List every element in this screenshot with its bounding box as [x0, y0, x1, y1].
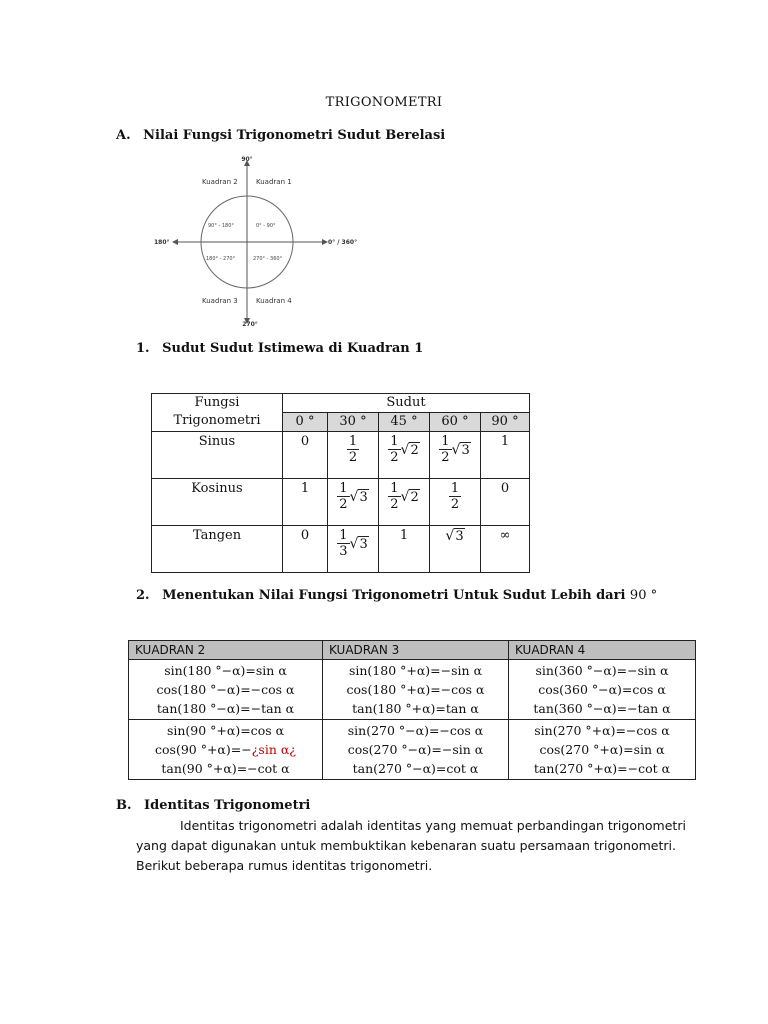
table-cell — [283, 479, 328, 526]
quadrant-3-range: 180° - 270° — [206, 256, 236, 262]
k4-group-1 — [509, 660, 696, 720]
axis-label-270: 270° — [242, 321, 258, 328]
math-value: $\frac{1}{2}$ √2 — [390, 481, 419, 512]
axis-label-180: 180° — [154, 239, 170, 246]
formula: sin(90 °+α)=cos α — [166, 723, 285, 738]
quadrant-diagram — [150, 152, 370, 332]
quadrant-4-label: Kuadran 4 — [256, 297, 292, 305]
quadrant-2-label: Kuadran 2 — [202, 178, 238, 186]
section-a-title: Nilai Fungsi Trigonometri Sudut Berelasi — [143, 128, 446, 143]
row-label: Sinus — [152, 432, 283, 479]
formula-left: cos(90 °+α)=− — [155, 742, 252, 757]
formula: cos(180 °+α)=−cos α — [346, 682, 485, 697]
table-cell — [328, 526, 379, 573]
k2-group-1 — [129, 660, 323, 720]
subsection-2-title: Menentukan Nilai Fungsi Trigonometri Untuk Sudut Lebih dari — [162, 588, 626, 603]
quadrant-2-header: KUADRAN 2 — [129, 641, 323, 660]
table-row — [152, 432, 530, 479]
angle-header: 30 ° — [328, 413, 379, 432]
formula — [135, 740, 316, 759]
section-a-heading — [116, 128, 445, 143]
table-cell — [283, 526, 328, 573]
paragraph-line: Berikut beberapa rumus identitas trigonometri. — [136, 858, 433, 873]
math-value: 0 — [300, 528, 310, 543]
paragraph-line: yang dapat digunakan untuk membuktikan kebenaran suatu persamaan trigonometri. — [136, 838, 676, 853]
table-cell — [283, 432, 328, 479]
table-cell — [379, 526, 430, 573]
special-angles-body — [152, 432, 530, 573]
section-b-title: Identitas Trigonometri — [144, 798, 311, 813]
formula: cos(270 °−α)=−sin α — [347, 742, 484, 757]
quadrant-4-range: 270° - 360° — [253, 256, 283, 262]
math-value: $\frac{1}{2}$ √2 — [390, 434, 419, 465]
formula: tan(180 °+α)=tan α — [352, 701, 479, 716]
formula: cos(180 °−α)=−cos α — [156, 682, 295, 697]
k3-group-1 — [323, 660, 509, 720]
table-cell — [328, 479, 379, 526]
math-value: $\frac{1}{2}$ — [348, 434, 358, 465]
sudut-header: Sudut — [283, 394, 530, 413]
formula: sin(180 °+α)=−sin α — [348, 663, 483, 678]
table-cell — [379, 432, 430, 479]
identitas-paragraph — [136, 816, 696, 876]
quadrant-2-range: 90° - 180° — [208, 223, 234, 229]
table-cell — [481, 526, 530, 573]
math-value: $\frac{1}{2}$ √3 — [339, 481, 368, 512]
subsection-2-heading — [136, 588, 657, 603]
k2-group-2 — [129, 720, 323, 780]
fungsi-header: Fungsi Trigonometri — [152, 394, 283, 432]
quadrant-identities-table — [128, 640, 696, 780]
formula: tan(270 °−α)=cot α — [352, 761, 479, 776]
table-cell — [430, 479, 481, 526]
math-value: $\frac{1}{3}$ √3 — [339, 528, 368, 559]
k4-group-2 — [509, 720, 696, 780]
math-value: $\frac{1}{2}$ √3 — [441, 434, 470, 465]
formula: sin(270 °−α)=−cos α — [347, 723, 484, 738]
k3-group-2 — [323, 720, 509, 780]
math-value: 1 — [500, 434, 510, 449]
math-value: 0 — [300, 434, 310, 449]
subsection-2-label: 2. — [136, 588, 150, 603]
special-angles-table — [151, 393, 530, 573]
quadrant-4-header: KUADRAN 4 — [509, 641, 696, 660]
table-cell — [430, 526, 481, 573]
section-a-label: A. — [116, 128, 131, 143]
formula: sin(360 °−α)=−sin α — [535, 663, 669, 678]
formula: sin(180 °−α)=sin α — [164, 663, 287, 678]
angle-header: 90 ° — [481, 413, 530, 432]
formula: cos(270 °+α)=sin α — [539, 742, 665, 757]
angle-header: 0 ° — [283, 413, 328, 432]
math-value: 1 — [300, 481, 310, 496]
section-b-heading — [116, 798, 310, 813]
subsection-1-title: Sudut Sudut Istimewa di Kuadran 1 — [162, 341, 424, 356]
table-cell — [481, 432, 530, 479]
table-row — [152, 526, 530, 573]
angle-header: 60 ° — [430, 413, 481, 432]
section-b-label: B. — [116, 798, 132, 813]
axis-label-90: 90° — [241, 156, 253, 163]
math-value: 1 — [399, 528, 409, 543]
math-value: $\frac{1}{2}$ — [450, 481, 460, 512]
formula: tan(270 °+α)=−cot α — [533, 761, 671, 776]
row-label: Kosinus — [152, 479, 283, 526]
math-value: 0 — [500, 481, 510, 496]
subsection-1-heading — [136, 341, 423, 356]
formula: tan(90 °+α)=−cot α — [161, 761, 290, 776]
quadrant-3-label: Kuadran 3 — [202, 297, 238, 305]
table-cell — [328, 432, 379, 479]
table-row — [152, 479, 530, 526]
table-cell — [430, 432, 481, 479]
subsection-2-title-tail: 90 ° — [629, 588, 658, 603]
table-cell — [481, 479, 530, 526]
formula: sin(270 °+α)=−cos α — [534, 723, 670, 738]
row-label: Tangen — [152, 526, 283, 573]
formula: tan(360 °−α)=−tan α — [533, 701, 671, 716]
arrow-left-icon — [172, 239, 178, 245]
subsection-1-label: 1. — [136, 341, 150, 356]
math-value: √3 — [445, 528, 464, 544]
quadrant-1-label: Kuadran 1 — [256, 178, 292, 186]
angle-header: 45 ° — [379, 413, 430, 432]
paragraph-line: Identitas trigonometri adalah identitas yang memuat perbandingan trigonometri — [180, 818, 686, 833]
quadrant-3-header: KUADRAN 3 — [323, 641, 509, 660]
page-title: TRIGONOMETRI — [325, 95, 443, 110]
formula: tan(180 °−α)=−tan α — [156, 701, 295, 716]
formula: cos(360 °−α)=cos α — [538, 682, 666, 697]
table-cell — [379, 479, 430, 526]
axis-label-0-360: 0° / 360° — [328, 239, 358, 246]
quadrant-1-range: 0° - 90° — [256, 223, 276, 229]
formula-glitch: ¿sin α¿ — [251, 742, 296, 757]
math-value: ∞ — [499, 528, 511, 543]
